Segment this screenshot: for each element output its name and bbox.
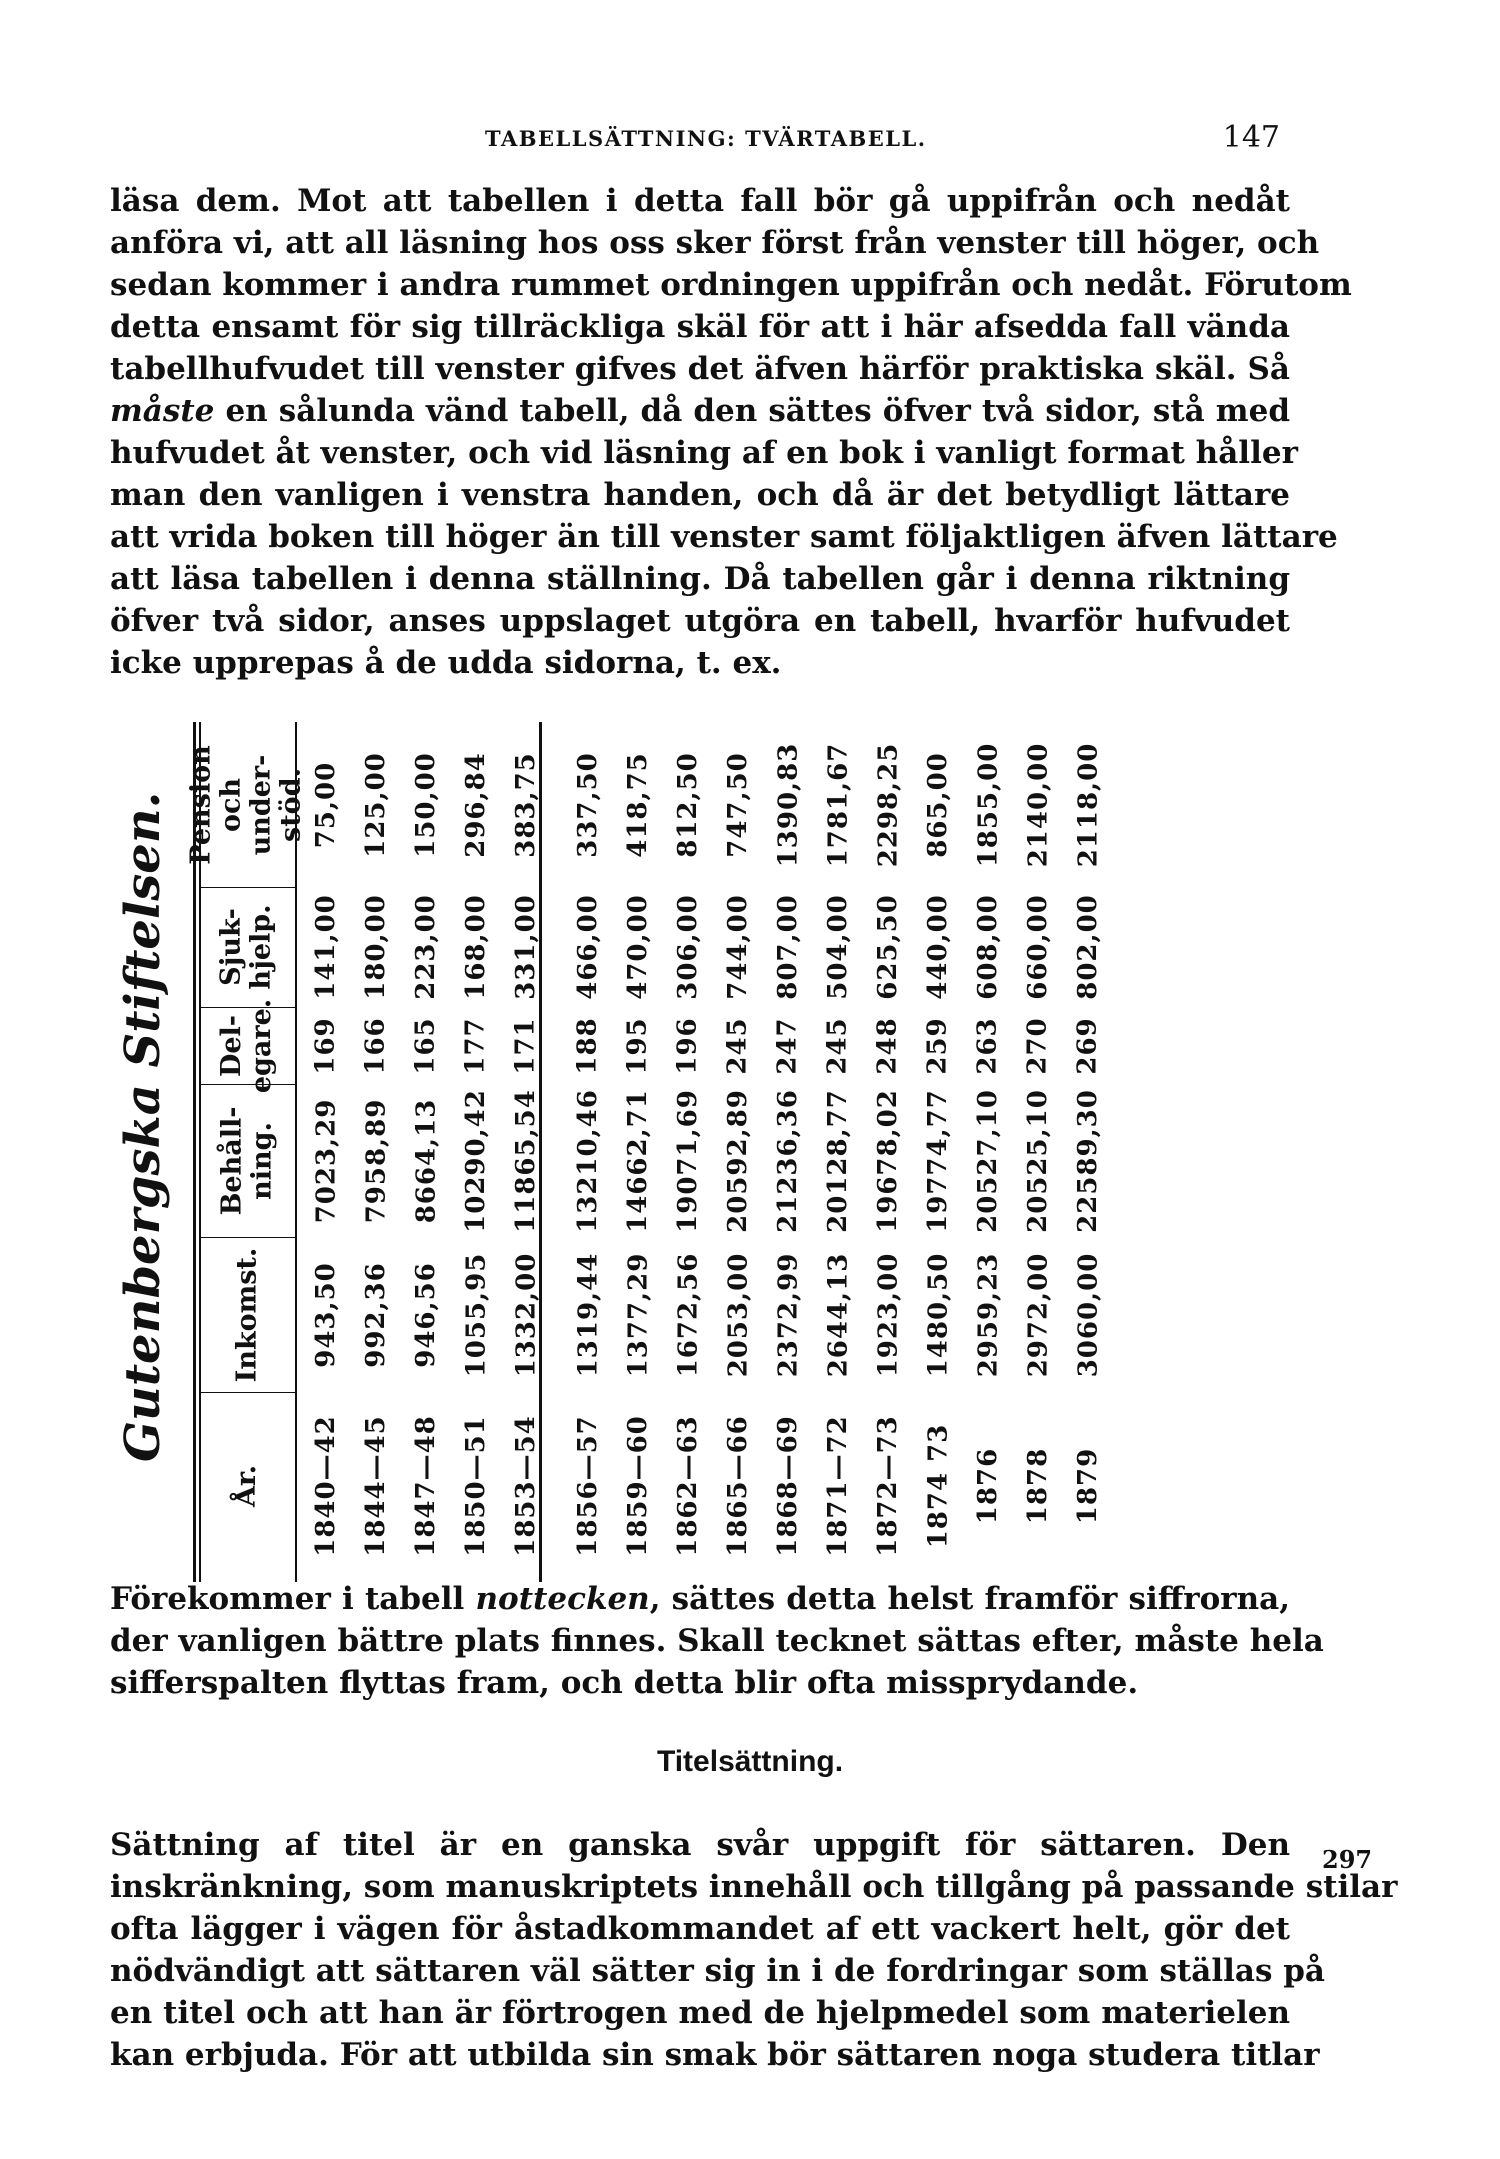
header-label: Sjuk- hjelp. [216,904,277,990]
cell-value: 660,00 [1023,894,1054,1000]
cell-value: 1874 73 [923,1423,954,1549]
table-cell [863,1084,913,1237]
text-line: nödvändigt att sättaren väl sätter sig in i de fordringar som ställas på [110,1953,1325,1989]
table-cell [963,1392,1013,1580]
table-cell [501,1392,551,1580]
header-label: Inkomst. [231,1247,262,1382]
table-cell [913,1237,963,1392]
running-head [110,118,1290,158]
cell-value: 992,36 [361,1261,392,1368]
text-line-with-italic [110,1578,1290,1620]
table-cell [713,1237,763,1392]
cell-value: 2140,00 [1023,742,1054,867]
table-cell [1063,887,1113,1007]
table-cell [613,1392,663,1580]
table-cell [663,887,713,1007]
cell-value: 1879 [1073,1447,1103,1525]
table-cell [351,1007,401,1084]
cell-value: 247 [773,1016,803,1075]
table-cell [1013,722,1063,887]
table-cell [401,887,451,1007]
cell-value: 1781,67 [823,742,854,867]
table-cell [1063,1392,1113,1580]
table-cell [713,1084,763,1237]
table-cell [913,1007,963,1084]
text-line: ofta lägger i vägen för åstadkommandet af ett vackert helt, gör det [110,1911,1290,1947]
italic-word: måste [110,393,215,429]
cell-value: 1055,95 [461,1252,492,1377]
table-cell [301,1007,351,1084]
cell-value: 440,00 [923,894,954,1000]
cell-value: 744,00 [723,894,754,1000]
text-line: anföra vi, att all läsning hos oss sker först från venster till höger, och [110,225,1320,261]
cell-value: 11865,54 [511,1088,541,1233]
table-cell [913,722,963,887]
cell-value: 8664,13 [411,1098,442,1223]
table-cell [1063,1084,1113,1237]
table-cell [763,1084,813,1237]
table-cell [713,722,763,887]
cell-value: 1923,00 [873,1252,904,1377]
cell-value: 1672,56 [673,1252,704,1377]
table-cell [713,1392,763,1580]
table-cell [863,887,913,1007]
table-cell [663,1237,713,1392]
text-line: kan erbjuda. För att utbilda sin smak bör sättaren noga studera titlar [110,2037,1320,2073]
header-label: Pension och under- stöd. [186,744,308,865]
table-cell [301,1237,351,1392]
running-title: TABELLSÄTTNING: TVÄRTABELL. [485,126,927,151]
cell-value: 418,75 [623,751,654,858]
table-cell [813,1392,863,1580]
table-cell [501,887,551,1007]
table-cell [1013,1007,1063,1084]
cell-value: 1872—73 [873,1415,904,1557]
table-cell [563,887,613,1007]
table-cell [351,1084,401,1237]
cell-value: 2644,13 [823,1252,854,1377]
cell-value: 20128,77 [823,1088,853,1233]
table-cell [401,1237,451,1392]
table-cell [401,1084,451,1237]
cell-value: 812,50 [673,751,704,858]
cell-value: 943,50 [311,1261,342,1368]
table-cell [451,1084,501,1237]
text-line: hufvudet åt venster, och vid läsning af en bok i vanligt format håller [110,435,1298,471]
cell-value: 383,75 [511,751,542,858]
table-cell [451,1007,501,1084]
cell-value: 608,00 [973,894,1004,1000]
cell-value: 2959,23 [973,1252,1004,1377]
table-cell [301,1084,351,1237]
cell-value: 1847—48 [411,1415,442,1557]
table-cell [563,1392,613,1580]
cell-value: 1850—51 [461,1415,492,1557]
table-cell [963,722,1013,887]
table-cell [401,1007,451,1084]
table-cell [351,722,401,887]
cell-value: 19774,77 [923,1088,953,1233]
table-cell [301,1392,351,1580]
table-cell [813,722,863,887]
table-cell [763,1392,813,1580]
cell-value: 1859—60 [623,1415,654,1557]
cell-value: 14662,71 [623,1088,653,1233]
cell-value: 1319,44 [573,1252,604,1377]
table-cell [301,722,351,887]
table-cell [763,887,813,1007]
cell-value: 195 [623,1016,653,1075]
text-line: tabellhufvudet till venster gifves det äfven härför praktiska skäl. Så [110,351,1290,387]
cell-value: 269 [1073,1016,1103,1075]
cell-value: 21236,36 [773,1088,803,1233]
text-line: inskränkning, som manuskriptets innehåll och tillgång på passande stilar [110,1869,1398,1905]
table-cell [963,887,1013,1007]
table-cell [451,1237,501,1392]
table-cell [863,1007,913,1084]
table-cell [663,1007,713,1084]
section-heading: Titelsättning. [656,1745,844,1778]
table-cell [663,1392,713,1580]
table-cell [351,1237,401,1392]
table-cell [613,887,663,1007]
cell-value: 248 [873,1016,903,1075]
header-label: Del- egare. [215,998,277,1093]
table-title: Gutenbergska Stiftelsen. [115,791,171,1462]
table-cell [963,1084,1013,1237]
cell-value: 7023,29 [311,1098,342,1223]
table-cell [613,1084,663,1237]
text-line: en titel och att han är förtrogen med de hjelpmedel som materielen [110,1995,1290,2031]
cell-value: 223,00 [411,894,442,1000]
table-cell [1013,887,1063,1007]
table-cell [351,1392,401,1580]
table-cell [613,722,663,887]
table-cell [863,1237,913,1392]
table-cell [451,887,501,1007]
table-cell [613,1007,663,1084]
text-line: öfver två sidor, anses uppslaget utgöra en tabell, hvarför hufvudet [110,603,1290,639]
cell-value: 166 [361,1016,391,1075]
cell-value: 1377,29 [623,1252,654,1377]
cell-value: 946,56 [411,1261,442,1368]
text-line: Sättning af titel är en ganska svår uppgift för sättaren. Den [110,1827,1290,1863]
cell-value: 20592,89 [723,1088,753,1233]
table-cell [663,722,713,887]
text-line: att läsa tabellen i denna ställning. Då tabellen går i denna riktning [110,561,1290,597]
text-line: läsa dem. Mot att tabellen i detta fall bör gå uppifrån och nedåt [110,183,1290,219]
cell-value: 196 [673,1016,703,1075]
text-line: man den vanligen i venstra handen, och då är det betydligt lättare [110,477,1290,513]
table-cell [501,1007,551,1084]
cell-value: 504,00 [823,894,854,1000]
cell-value: 2372,99 [773,1252,804,1377]
table-cell [963,1237,1013,1392]
cell-value: 150,00 [411,751,442,858]
cell-value: 807,00 [773,894,804,1000]
table-cell [813,1084,863,1237]
text-line-rest: en sålunda vänd tabell, då den sättes öfver två sidor, stå med [225,393,1290,429]
table-cell [451,722,501,887]
cell-value: 747,50 [723,751,754,858]
text-segment: Förekommer i tabell [110,1581,476,1617]
cell-value: 245 [723,1016,753,1075]
cell-value: 470,00 [623,894,654,1000]
cell-value: 337,50 [573,751,604,858]
table-cell [963,1007,1013,1084]
cell-value: 331,00 [511,894,542,1000]
text-line: sifferspalten flyttas fram, och detta blir ofta missprydande. [110,1665,1139,1701]
cell-value: 13210,46 [573,1088,603,1233]
cell-value: 180,00 [361,894,392,1000]
page-number: 147 [1222,120,1280,155]
cell-value: 270 [1023,1016,1053,1075]
column-header-ar [199,1392,295,1580]
cell-value: 171 [511,1016,541,1075]
table-cell [1063,1237,1113,1392]
cell-value: 10290,42 [461,1088,491,1233]
table-cell [763,722,813,887]
cell-value: 1480,50 [923,1252,954,1377]
marginal-number: 297 [1322,1845,1373,1874]
cell-value: 2053,00 [723,1252,754,1377]
cell-value: 1865—66 [723,1415,754,1557]
text-line: icke upprepas å de udda sidorna, t. ex. [110,645,782,681]
table-cell [663,1084,713,1237]
table-cell [1063,1007,1113,1084]
cell-value: 3060,00 [1073,1252,1104,1377]
table-cell [1013,1237,1063,1392]
text-line-with-italic [110,390,1290,432]
cell-value: 259 [923,1016,953,1075]
header-label: Behåll- ning. [216,1106,277,1215]
cell-value: 75,00 [311,761,342,848]
text-segment: , sättes detta helst framför siffrorna, [649,1581,1290,1617]
table-cell [1013,1392,1063,1580]
table-cell [563,1237,613,1392]
table-cell [401,722,451,887]
table-cell [563,1007,613,1084]
cell-value: 22589,30 [1073,1088,1103,1233]
cell-value: 177 [461,1016,491,1075]
table-cell [813,887,863,1007]
column-header-sjukhjelp [199,887,295,1007]
table-cell [1063,722,1113,887]
cell-value: 20525,10 [1023,1088,1053,1233]
column-header-behallning [199,1084,295,1237]
cell-value: 2298,25 [873,742,904,867]
cell-value: 1878 [1023,1447,1053,1525]
table-cell [351,887,401,1007]
table-cell [501,1237,551,1392]
text-line: detta ensamt för sig tillräckliga skäl för att i här afsedda fall vända [110,309,1290,345]
table-cell [913,1084,963,1237]
cell-value: 2972,00 [1023,1252,1054,1377]
text-line: der vanligen bättre plats finnes. Skall tecknet sättas efter, måste hela [110,1623,1324,1659]
cell-value: 1868—69 [773,1415,804,1557]
table-cell [813,1237,863,1392]
table-cell [763,1007,813,1084]
table-cell [913,887,963,1007]
cell-value: 1390,83 [773,742,804,867]
table-cell [501,1084,551,1237]
table-cell [713,887,763,1007]
cell-value: 125,00 [361,751,392,858]
column-header-delegare [199,998,295,1093]
cell-value: 7958,89 [361,1098,392,1223]
table-cell [501,722,551,887]
cell-value: 306,00 [673,894,704,1000]
table-cell [451,1392,501,1580]
cell-value: 296,84 [461,751,492,858]
header-label: År. [230,1464,262,1508]
table-cell [613,1237,663,1392]
cell-value: 165 [411,1016,441,1075]
cell-value: 865,00 [923,751,954,858]
cell-value: 1876 [973,1447,1003,1525]
text-line: sedan kommer i andra rummet ordningen uppifrån och nedåt. Förutom [110,267,1352,303]
cell-value: 245 [823,1016,853,1075]
table-cell [763,1237,813,1392]
table-cell [401,1392,451,1580]
cell-value: 141,00 [311,894,342,1000]
cell-value: 169 [311,1016,341,1075]
table-cell [813,1007,863,1084]
table-cell [863,1392,913,1580]
cell-value: 1844—45 [361,1415,392,1557]
cell-value: 168,00 [461,894,492,1000]
cell-value: 466,00 [573,894,604,1000]
table-cell [563,722,613,887]
cell-value: 2118,00 [1073,742,1104,867]
cell-value: 19071,69 [673,1088,703,1233]
column-header-pension [186,722,308,887]
cell-value: 625,50 [873,894,904,1000]
intro-paragraph [110,180,1352,684]
cell-value: 1871—72 [823,1415,854,1557]
italic-word: nottecken [475,1581,650,1617]
cell-value: 1862—63 [673,1415,704,1557]
column-header-inkomst [199,1237,295,1392]
table-cell [1013,1084,1063,1237]
cell-value: 20527,10 [973,1088,1003,1233]
cell-value: 263 [973,1016,1003,1075]
cell-value: 188 [573,1016,603,1075]
table-cell [563,1084,613,1237]
text-line: att vrida boken till höger än till venster samt följaktligen äfven lättare [110,519,1338,555]
notation-paragraph [110,1578,1324,1704]
cell-value: 1332,00 [511,1252,542,1377]
cell-value: 1855,00 [973,742,1004,867]
rotated-table [105,712,1285,1592]
cell-value: 1853—54 [511,1415,542,1557]
table-cell [301,887,351,1007]
table-cell [913,1392,963,1580]
cell-value: 19678,02 [873,1088,903,1233]
cell-value: 1856—57 [573,1415,604,1557]
cell-value: 802,00 [1073,894,1104,1000]
table-cell [713,1007,763,1084]
cell-value: 1840—42 [311,1415,342,1557]
table-cell [863,722,913,887]
